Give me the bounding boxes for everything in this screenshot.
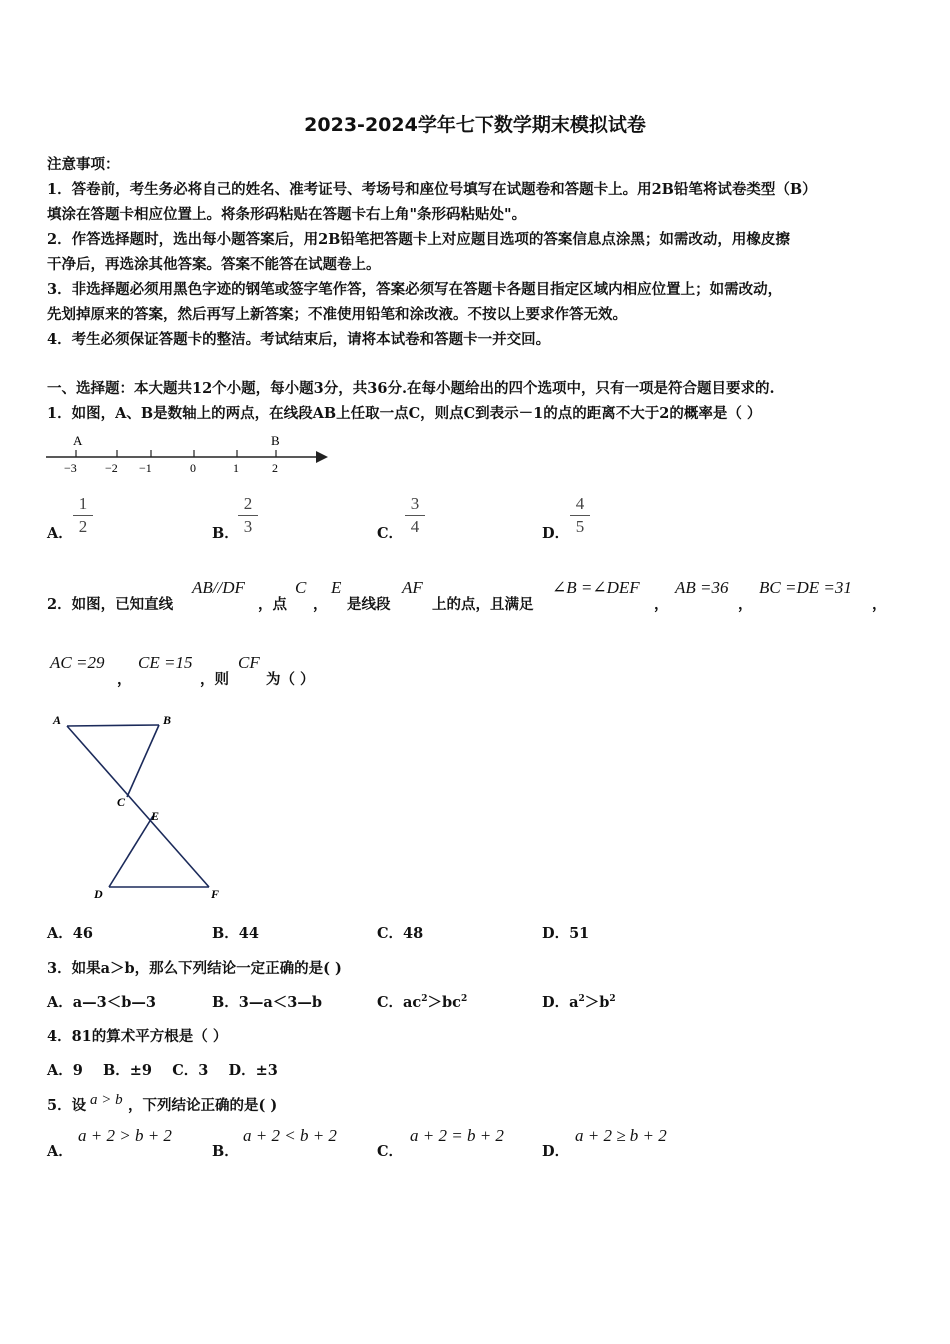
section-heading: 一、选择题：本大题共12个小题，每小题3分，共36分.在每小题给出的四个选项中，只有一项是符合题目要求的. xyxy=(47,380,775,397)
axis-label-b: B xyxy=(271,433,280,448)
label-e: E xyxy=(151,809,160,823)
q5-option-expr: a + 2 ≥ b + 2 xyxy=(575,1126,667,1145)
q1-option-letter: C． xyxy=(377,525,404,542)
q2-option: B．44 xyxy=(212,925,259,942)
q2-math: BC =DE =31 xyxy=(759,578,852,597)
q1-option-fraction: $\frac{1}{2}$ xyxy=(73,494,93,537)
q1-option-fraction: $\frac{3}{4}$ xyxy=(405,494,425,537)
q2-text: ，点 xyxy=(258,596,287,613)
q5-option-expr: a + 2 < b + 2 xyxy=(243,1126,337,1145)
q2-math: C xyxy=(295,578,307,597)
q2-text: ， xyxy=(117,671,132,688)
q2-text: 上的点，且满足 xyxy=(432,596,534,613)
notes-line: 4．考生必须保证答题卡的整洁。考试结束后，请将本试卷和答题卡一并交回。 xyxy=(47,331,551,348)
label-f: F xyxy=(211,887,220,901)
label-b: B xyxy=(163,713,172,727)
notes-line: 填涂在答题卡相应位置上。将条形码粘贴在答题卡右上角"条形码粘贴处"。 xyxy=(47,206,527,223)
q2-option: C．48 xyxy=(377,925,424,942)
q1-number-line xyxy=(40,430,340,480)
q5-math: a > b xyxy=(90,1092,123,1108)
label-a: A xyxy=(53,713,62,727)
q1-option-letter: A． xyxy=(47,525,73,542)
notes-line: 先划掉原来的答案，然后再写上新答案；不准使用铅笔和涂改液。不按以上要求作答无效。 xyxy=(47,306,627,323)
label-c: C xyxy=(117,795,126,809)
q3-option: D．$a^2>b^2$ xyxy=(542,994,616,1011)
notes-line: 1．答卷前，考生务必将自己的姓名、准考证号、考场号和座位号填写在试题卷和答题卡上。用2B铅笔将试卷类型（B） xyxy=(47,181,817,198)
axis-tick: 0 xyxy=(190,461,196,475)
q3-stem: 3．如果a＞b，那么下列结论一定正确的是( ) xyxy=(47,960,342,977)
q5-option-letter: C． xyxy=(377,1143,404,1160)
q1-option-letter: D． xyxy=(542,525,570,542)
axis-tick: 1 xyxy=(233,461,239,475)
q2-math: CE =15 xyxy=(138,653,193,672)
q2-option: A．46 xyxy=(47,925,93,942)
q2-math: AF xyxy=(402,578,423,597)
q3-option: A．a—3＜b—3 xyxy=(47,994,156,1011)
q2-text: ，则 xyxy=(200,671,229,688)
q5-option-letter: A． xyxy=(47,1143,73,1160)
q2-option: D．51 xyxy=(542,925,590,942)
q5-option-letter: D． xyxy=(542,1143,570,1160)
q2-text: ， xyxy=(872,596,887,613)
notes-heading: 注意事项： xyxy=(47,156,120,173)
q5-option-expr: a + 2 = b + 2 xyxy=(410,1126,504,1145)
notes-line: 2．作答选择题时，选出每小题答案后，用2B铅笔把答题卡上对应题目选项的答案信息点涂黑；如需改动，用橡皮擦 xyxy=(47,231,790,248)
q5-text: ，下列结论正确的是( ) xyxy=(128,1097,278,1114)
notes-line: 3．非选择题必须用黑色字迹的钢笔或签字笔作答，答案必须写在答题卡各题目指定区域内相应位置上；如需改动， xyxy=(47,281,783,298)
label-d: D xyxy=(94,887,103,901)
q2-text: 为（ ） xyxy=(266,671,315,688)
q4-options: A．9 B．±9 C．3 D．±3 xyxy=(47,1062,278,1079)
q5-option-expr: a + 2 > b + 2 xyxy=(78,1126,172,1145)
q2-math: AB//DF xyxy=(192,578,245,597)
q2-text: 是线段 xyxy=(347,596,391,613)
q1-option-letter: B． xyxy=(212,525,239,542)
axis-tick: −1 xyxy=(139,461,152,475)
page-title: 2023-2024学年七下数学期末模拟试卷 xyxy=(304,114,646,136)
q2-text: 2．如图，已知直线 xyxy=(47,596,174,613)
q1-option-fraction: $\frac{4}{5}$ xyxy=(570,494,590,537)
q4-stem: 4．81的算术平方根是（ ） xyxy=(47,1028,228,1045)
q2-text: ， xyxy=(313,596,328,613)
axis-tick: −3 xyxy=(64,461,77,475)
axis-tick: −2 xyxy=(105,461,118,475)
notes-line: 干净后，再选涂其他答案。答案不能答在试题卷上。 xyxy=(47,256,381,273)
q2-math: ∠B =∠DEF xyxy=(552,578,640,597)
q2-math: AC =29 xyxy=(50,653,105,672)
q2-text: ， xyxy=(654,596,669,613)
q2-math: CF xyxy=(238,653,260,672)
axis-label-a: A xyxy=(73,433,83,448)
q1-option-fraction: $\frac{2}{3}$ xyxy=(238,494,258,537)
q2-text: ， xyxy=(738,596,753,613)
q5-text: 5．设 xyxy=(47,1097,87,1114)
q5-option-letter: B． xyxy=(212,1143,239,1160)
q2-math: E xyxy=(331,578,342,597)
q3-option: B．3—a＜3—b xyxy=(212,994,322,1011)
q2-math: AB =36 xyxy=(675,578,729,597)
q3-option: C．$ac^2>bc^2$ xyxy=(377,994,468,1011)
axis-tick: 2 xyxy=(272,461,278,475)
q1-stem: 1．如图，A、B是数轴上的两点，在线段AB上任取一点C，则点C到表示－1的点的距离不大于2的概率是（ ） xyxy=(47,405,762,422)
q2-figure xyxy=(45,708,235,908)
